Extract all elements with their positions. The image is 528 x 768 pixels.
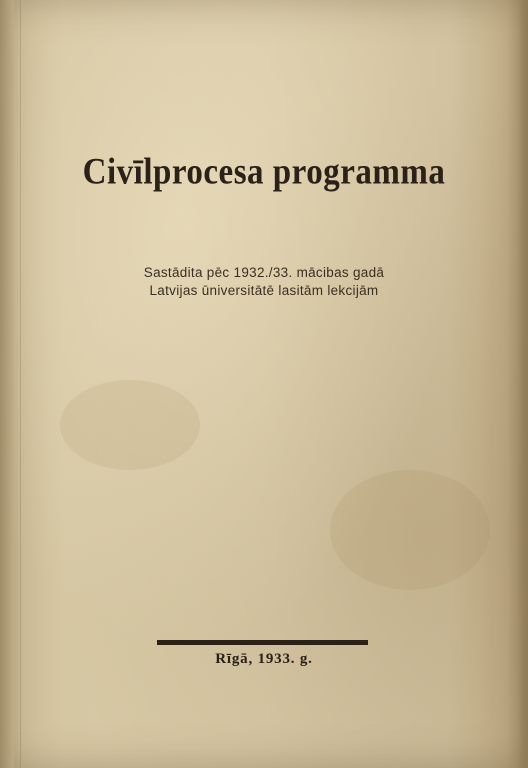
cover-imprint: Rīgā, 1933. g. bbox=[215, 651, 313, 667]
paper-stain bbox=[60, 380, 200, 470]
cover-subtitle-line1: Sastādita pēc 1932./33. mācibas gadā bbox=[143, 265, 385, 280]
cover-title: Civīlprocesa programma bbox=[82, 152, 446, 193]
cover-subtitle-line2: Latvijas ūniversitātē lasitām lekcijām bbox=[149, 283, 379, 298]
horizontal-rule bbox=[157, 640, 368, 645]
paper-stain bbox=[330, 470, 490, 590]
